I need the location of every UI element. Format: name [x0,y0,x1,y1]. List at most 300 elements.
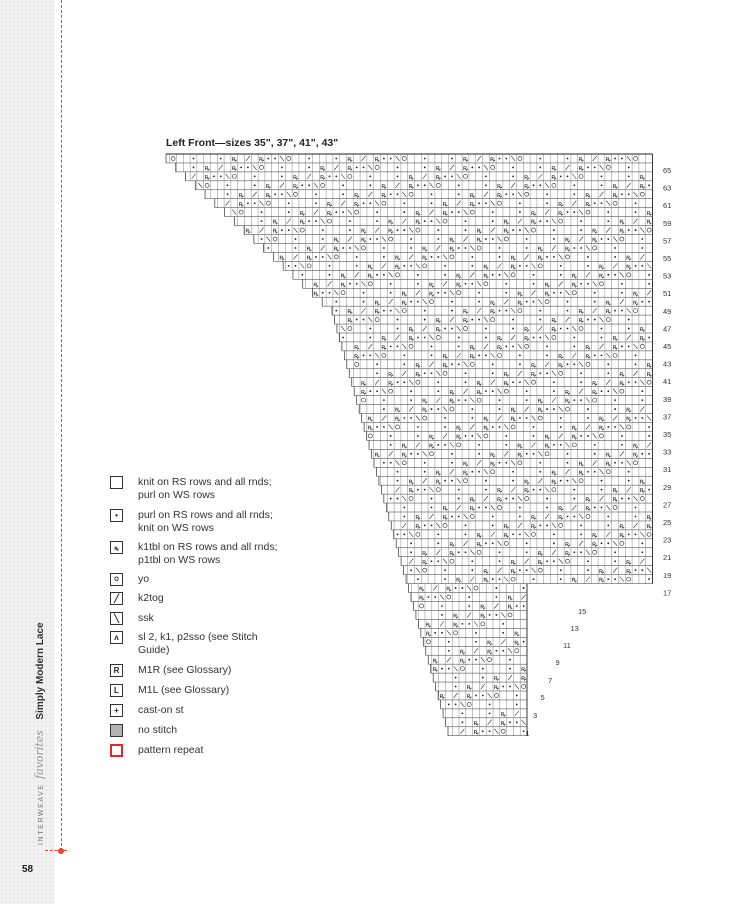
svg-text:ꝶ: ꝶ [496,495,503,504]
svg-text:ꝶ: ꝶ [564,548,571,557]
chart-row [364,423,652,432]
svg-text:ꝶ: ꝶ [459,647,466,656]
svg-text:ꝶ: ꝶ [265,181,271,190]
row-number-label: 15 [578,607,587,616]
svg-text:ꝶ: ꝶ [456,271,462,280]
chart-row [344,351,652,360]
svg-text:ꝶ: ꝶ [496,334,503,343]
svg-text:ꝶ: ꝶ [490,155,496,164]
svg-text:ꝶ: ꝶ [401,289,407,298]
svg-text:ꝶ: ꝶ [435,316,441,325]
row-number-label: 1 [525,729,530,738]
row-number-label: 19 [663,570,672,580]
svg-text:ꝶ: ꝶ [496,190,503,199]
row-number-label: 17 [663,588,672,598]
svg-text:ꝶ: ꝶ [422,253,428,262]
page-number: 58 [22,864,34,875]
svg-text:ꝶ: ꝶ [374,307,380,316]
svg-text:ꝶ: ꝶ [510,414,516,423]
row-number-label: 13 [570,624,579,633]
svg-text:ꝶ: ꝶ [564,244,571,253]
svg-text:ꝶ: ꝶ [486,647,493,656]
row-number-label: 41 [663,377,672,387]
svg-text:ꝶ: ꝶ [490,307,496,316]
svg-text:ꝶ: ꝶ [272,226,278,235]
svg-text:ꝶ: ꝶ [299,208,305,217]
svg-text:ꝶ: ꝶ [524,172,530,181]
svg-text:ꝶ: ꝶ [530,360,537,369]
chart-row [369,440,652,449]
chart-row [379,476,653,485]
svg-text:ꝶ: ꝶ [480,602,486,611]
chart-row [205,190,652,199]
svg-text:ꝶ: ꝶ [626,405,632,414]
svg-text:ꝶ: ꝶ [476,530,482,539]
svg-text:ꝶ: ꝶ [639,486,645,495]
svg-text:ꝶ: ꝶ [639,477,645,486]
svg-text:ꝶ: ꝶ [490,298,496,307]
svg-text:ꝶ: ꝶ [558,504,564,513]
svg-text:ꝶ: ꝶ [578,468,584,477]
svg-text:ꝶ: ꝶ [422,396,428,405]
twisted-knit-icon: ꝶ [110,541,123,554]
svg-text:ꝶ: ꝶ [612,343,618,352]
svg-text:ꝶ: ꝶ [381,190,387,199]
yarnover-icon: O [110,573,123,586]
svg-text:ꝶ: ꝶ [292,172,299,181]
svg-text:ꝶ: ꝶ [646,217,652,226]
svg-text:ꝶ: ꝶ [476,226,482,235]
row-number-label: 59 [663,218,672,228]
cast-on-icon: + [110,704,123,717]
svg-text:ꝶ: ꝶ [530,522,537,531]
svg-text:ꝶ: ꝶ [422,405,428,414]
svg-text:ꝶ: ꝶ [524,486,530,495]
svg-text:ꝶ: ꝶ [204,164,210,173]
chart-row [273,252,652,261]
row-number-label: 27 [663,500,672,510]
svg-text:ꝶ: ꝶ [401,298,407,307]
svg-text:ꝶ: ꝶ [483,262,489,271]
svg-text:ꝶ: ꝶ [425,629,432,638]
svg-text:ꝶ: ꝶ [428,432,435,441]
row-number-label: 49 [663,306,672,316]
legend-label: purl on RS rows and all rnds; knit on WS rows [138,509,273,534]
chart-row [421,628,527,637]
svg-text:ꝶ: ꝶ [415,360,421,369]
svg-text:ꝶ: ꝶ [415,208,421,217]
svg-text:ꝶ: ꝶ [605,298,611,307]
svg-text:ꝶ: ꝶ [435,172,441,181]
chart-row [332,306,653,315]
svg-text:ꝶ: ꝶ [524,325,530,334]
svg-text:ꝶ: ꝶ [524,477,530,486]
row-number-label: 25 [663,518,672,527]
svg-text:ꝶ: ꝶ [432,656,438,665]
svg-text:ꝶ: ꝶ [619,217,625,226]
svg-text:ꝶ: ꝶ [435,477,441,486]
svg-text:ꝶ: ꝶ [500,718,506,727]
svg-text:ꝶ: ꝶ [537,557,543,566]
svg-text:ꝶ: ꝶ [626,253,632,262]
svg-text:ꝶ: ꝶ [388,217,394,226]
svg-text:ꝶ: ꝶ [418,584,425,593]
chart-row [413,602,527,611]
svg-text:ꝶ: ꝶ [551,477,557,486]
svg-text:ꝶ: ꝶ [347,164,353,173]
svg-text:ꝶ: ꝶ [408,172,414,181]
svg-text:ꝶ: ꝶ [537,548,543,557]
svg-text:ꝶ: ꝶ [585,199,591,208]
svg-text:ꝶ: ꝶ [449,548,455,557]
svg-text:ꝶ: ꝶ [503,522,509,531]
svg-text:ꝶ: ꝶ [469,190,475,199]
svg-text:ꝶ: ꝶ [480,611,486,620]
svg-text:ꝶ: ꝶ [517,298,523,307]
chart-row [349,369,652,378]
svg-text:ꝶ: ꝶ [394,405,401,414]
svg-text:ꝶ: ꝶ [258,155,265,164]
right-slant-icon: ╱ [110,592,123,605]
chart-row [354,387,652,396]
svg-text:ꝶ: ꝶ [592,539,598,548]
row-number-label: 43 [663,359,672,369]
legend-label: pattern repeat [138,744,204,756]
svg-text:ꝶ: ꝶ [425,620,432,629]
svg-text:ꝶ: ꝶ [394,414,401,423]
svg-text:ꝶ: ꝶ [473,718,479,727]
svg-text:ꝶ: ꝶ [483,423,489,432]
svg-text:ꝶ: ꝶ [415,522,421,531]
svg-text:ꝶ: ꝶ [564,235,571,244]
svg-text:ꝶ: ꝶ [320,164,326,173]
svg-text:ꝶ: ꝶ [530,217,537,226]
svg-text:ꝶ: ꝶ [639,334,645,343]
svg-text:ꝶ: ꝶ [442,360,448,369]
svg-text:ꝶ: ꝶ [428,280,435,289]
row-number-label: 63 [663,183,672,193]
chart-row [396,539,652,548]
svg-text:ꝶ: ꝶ [537,396,543,405]
svg-text:ꝶ: ꝶ [415,369,421,378]
svg-text:ꝶ: ꝶ [462,459,469,468]
svg-text:ꝶ: ꝶ [354,343,360,352]
row-number-label: 9 [555,658,560,667]
svg-text:ꝶ: ꝶ [558,360,564,369]
svg-text:ꝶ: ꝶ [354,351,360,360]
svg-text:ꝶ: ꝶ [422,557,428,566]
svg-text:ꝶ: ꝶ [442,504,448,513]
svg-text:ꝶ: ꝶ [632,450,639,459]
legend-label: k2tog [138,592,164,604]
svg-text:ꝶ: ꝶ [442,513,448,522]
svg-text:ꝶ: ꝶ [299,217,305,226]
chart-row [381,485,652,494]
svg-text:ꝶ: ꝶ [428,289,435,298]
svg-text:ꝶ: ꝶ [435,325,441,334]
svg-text:ꝶ: ꝶ [619,226,625,235]
legend-label: yo [138,573,150,585]
svg-text:ꝶ: ꝶ [449,235,455,244]
chart-row [234,217,652,226]
svg-text:ꝶ: ꝶ [422,244,428,253]
svg-text:ꝶ: ꝶ [598,262,605,271]
svg-text:ꝶ: ꝶ [598,414,605,423]
svg-text:ꝶ: ꝶ [632,298,639,307]
svg-text:ꝶ: ꝶ [592,387,598,396]
svg-text:ꝶ: ꝶ [408,486,414,495]
gray-square-icon [110,724,123,737]
chart-row [195,181,652,190]
svg-text:ꝶ: ꝶ [564,396,571,405]
svg-text:ꝶ: ꝶ [320,172,326,181]
svg-text:ꝶ: ꝶ [340,271,346,280]
svg-text:ꝶ: ꝶ [449,387,455,396]
svg-text:ꝶ: ꝶ [598,271,605,280]
svg-text:ꝶ: ꝶ [626,262,632,271]
svg-text:ꝶ: ꝶ [469,351,475,360]
svg-text:ꝶ: ꝶ [469,495,475,504]
chart-row [409,584,527,593]
svg-text:ꝶ: ꝶ [490,459,496,468]
chart-row [436,682,527,691]
svg-text:ꝶ: ꝶ [462,468,469,477]
svg-text:ꝶ: ꝶ [530,369,537,378]
svg-text:ꝶ: ꝶ [483,575,489,584]
svg-text:ꝶ: ꝶ [459,656,466,665]
brand-name: INTERWEAVE [38,783,45,845]
chart-row [374,458,653,467]
svg-text:ꝶ: ꝶ [408,334,414,343]
svg-text:ꝶ: ꝶ [466,692,472,701]
svg-text:ꝶ: ꝶ [204,172,210,181]
svg-text:ꝶ: ꝶ [408,325,414,334]
svg-text:ꝶ: ꝶ [442,351,448,360]
svg-text:ꝶ: ꝶ [279,253,285,262]
svg-text:ꝶ: ꝶ [524,181,530,190]
chart-row [411,593,527,602]
svg-text:ꝶ: ꝶ [578,459,584,468]
chart-row [347,360,653,369]
svg-text:ꝶ: ꝶ [394,262,401,271]
svg-text:ꝶ: ꝶ [360,226,367,235]
m1r-icon: R [110,664,123,677]
chart-row [404,566,653,575]
chart-title: Left Front—sizes 35", 37", 41", 43" [166,137,339,149]
svg-text:ꝶ: ꝶ [598,575,605,584]
svg-text:ꝶ: ꝶ [507,602,513,611]
row-number-label: 3 [533,711,538,720]
svg-text:ꝶ: ꝶ [503,226,509,235]
row-number-label: 11 [563,641,571,650]
svg-text:ꝶ: ꝶ [571,575,577,584]
svg-text:ꝶ: ꝶ [456,423,462,432]
chart-row [359,405,652,414]
svg-text:ꝶ: ꝶ [238,190,244,199]
svg-text:ꝶ: ꝶ [428,441,435,450]
series-name: favorites [33,730,46,779]
svg-text:ꝶ: ꝶ [612,190,618,199]
svg-text:ꝶ: ꝶ [449,244,455,253]
svg-text:ꝶ: ꝶ [592,530,598,539]
empty-square-icon [110,476,123,489]
svg-text:ꝶ: ꝶ [551,172,557,181]
svg-text:ꝶ: ꝶ [639,325,645,334]
svg-text:ꝶ: ꝶ [469,504,475,513]
red-square-icon [110,744,123,757]
svg-text:ꝶ: ꝶ [496,181,503,190]
chart-row [416,610,527,619]
chart-row [389,512,653,521]
chart-row [339,333,652,342]
svg-text:ꝶ: ꝶ [432,665,438,674]
svg-text:ꝶ: ꝶ [517,450,523,459]
svg-text:ꝶ: ꝶ [544,441,550,450]
svg-text:ꝶ: ꝶ [439,692,445,701]
svg-text:ꝶ: ꝶ [367,414,373,423]
svg-text:ꝶ: ꝶ [231,164,237,173]
svg-text:ꝶ: ꝶ [435,468,441,477]
svg-text:ꝶ: ꝶ [265,190,271,199]
svg-text:ꝶ: ꝶ [632,441,639,450]
chart-row [446,718,527,727]
chart-row [342,342,653,351]
chart-row [371,449,652,458]
svg-text:ꝶ: ꝶ [619,522,625,531]
left-slant-icon: ╲ [110,612,123,625]
chart-row [225,208,653,217]
svg-text:ꝶ: ꝶ [646,360,652,369]
svg-text:ꝶ: ꝶ [326,199,333,208]
chart-row [401,557,652,566]
svg-text:ꝶ: ꝶ [394,253,401,262]
svg-text:ꝶ: ꝶ [558,199,564,208]
svg-text:ꝶ: ꝶ [551,468,557,477]
chart-row [376,467,652,476]
chart-row [433,673,527,682]
svg-text:ꝶ: ꝶ [598,423,605,432]
svg-text:ꝶ: ꝶ [537,244,543,253]
row-number-label: 37 [663,412,672,422]
svg-text:ꝶ: ꝶ [435,164,441,173]
chart-row [441,700,527,709]
legend-label: ssk [138,612,154,624]
chart-row [215,199,653,208]
chart-row [438,691,527,700]
svg-text:ꝶ: ꝶ [401,441,407,450]
double-decrease-icon: ʌ [110,631,123,644]
chart-row [406,575,652,584]
svg-text:ꝶ: ꝶ [354,190,360,199]
chart-row [426,646,527,655]
svg-text:ꝶ: ꝶ [313,289,319,298]
svg-text:ꝶ: ꝶ [503,530,509,539]
chart-row [428,655,527,664]
svg-text:ꝶ: ꝶ [483,566,489,575]
row-number-label: 61 [663,201,672,211]
svg-text:ꝶ: ꝶ [456,280,462,289]
svg-text:ꝶ: ꝶ [530,208,537,217]
row-number-label: 47 [663,324,672,334]
svg-text:ꝶ: ꝶ [578,307,584,316]
svg-text:ꝶ: ꝶ [605,307,611,316]
svg-text:ꝶ: ꝶ [245,226,251,235]
svg-text:ꝶ: ꝶ [578,316,584,325]
legend-label: sl 2, k1, p2sso (see Stitch Guide) [138,631,258,656]
svg-text:ꝶ: ꝶ [347,316,353,325]
svg-text:ꝶ: ꝶ [605,450,611,459]
svg-text:ꝶ: ꝶ [415,217,421,226]
svg-text:ꝶ: ꝶ [452,620,459,629]
svg-text:ꝶ: ꝶ [476,235,482,244]
svg-text:ꝶ: ꝶ [388,226,394,235]
svg-text:ꝶ: ꝶ [571,280,577,289]
svg-text:ꝶ: ꝶ [422,548,428,557]
svg-text:ꝶ: ꝶ [292,181,299,190]
svg-text:ꝶ: ꝶ [619,369,625,378]
row-number-label: 29 [663,482,672,492]
svg-text:ꝶ: ꝶ [347,155,353,164]
svg-text:ꝶ: ꝶ [367,423,373,432]
svg-text:ꝶ: ꝶ [462,155,469,164]
chart-row [367,431,653,440]
svg-text:ꝶ: ꝶ [639,181,645,190]
legend-label: cast-on st [138,704,184,716]
svg-text:ꝶ: ꝶ [408,181,414,190]
svg-text:ꝶ: ꝶ [374,450,380,459]
svg-text:ꝶ: ꝶ [585,504,591,513]
row-number-label: 21 [663,553,672,563]
chart-row [254,235,653,244]
svg-text:ꝶ: ꝶ [446,584,452,593]
svg-text:ꝶ: ꝶ [313,280,319,289]
svg-text:ꝶ: ꝶ [544,289,550,298]
svg-text:ꝶ: ꝶ [496,343,503,352]
svg-text:ꝶ: ꝶ [333,244,339,253]
row-number-label: 57 [663,236,672,246]
svg-text:ꝶ: ꝶ [537,405,543,414]
svg-text:ꝶ: ꝶ [558,513,564,522]
row-number-label: 7 [548,676,553,685]
svg-text:ꝶ: ꝶ [503,378,509,387]
svg-text:ꝶ: ꝶ [646,369,652,378]
svg-text:ꝶ: ꝶ [626,566,632,575]
svg-text:ꝶ: ꝶ [449,396,455,405]
legend-label: M1R (see Glossary) [138,664,232,676]
svg-text:ꝶ: ꝶ [374,155,380,164]
svg-text:ꝶ: ꝶ [571,271,577,280]
svg-text:ꝶ: ꝶ [514,638,520,647]
row-number-label: 33 [663,447,672,457]
row-number-label: 39 [663,394,672,404]
svg-text:ꝶ: ꝶ [476,387,482,396]
svg-text:ꝶ: ꝶ [347,307,353,316]
svg-text:ꝶ: ꝶ [462,307,469,316]
svg-text:ꝶ: ꝶ [585,495,591,504]
chart-row [399,548,653,557]
svg-text:ꝶ: ꝶ [500,709,506,718]
svg-text:ꝶ: ꝶ [493,683,500,692]
legend-label: knit on RS rows and all rnds; purl on WS rows [138,476,272,501]
chart-row [448,727,527,736]
svg-text:ꝶ: ꝶ [612,181,618,190]
svg-text:ꝶ: ꝶ [646,208,652,217]
m1l-icon: L [110,684,123,697]
svg-text:ꝶ: ꝶ [367,262,373,271]
svg-text:ꝶ: ꝶ [381,181,387,190]
row-number-label: 5 [540,693,545,702]
chart-row [293,270,653,279]
